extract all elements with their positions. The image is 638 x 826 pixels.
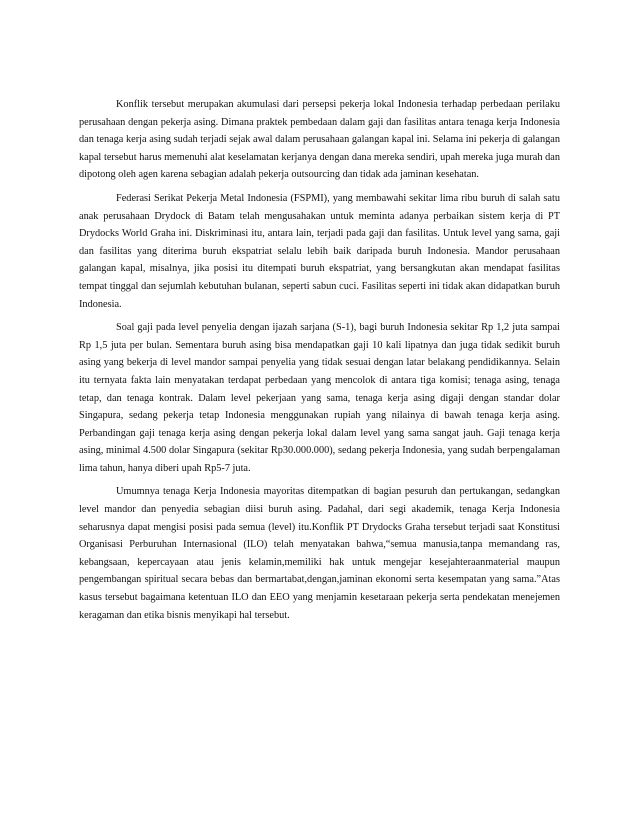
document-body bbox=[79, 96, 560, 630]
paragraph-fspmi: Federasi Serikat Pekerja Metal Indonesia (FSPMI), yang membawahi sekitar lima ribu buruh di salah satu anak perusahaan Drydock di Batam telah mengusahakan untuk meminta adanya perbaikan sistem kerja di PT Drydocks World Graha ini. Diskriminasi itu, antara lain, terjadi pada gaji dan fasilitas. Untuk level yang sama, gaji dan fasilitas yang diterima buruh ekspatriat selalu lebih baik daripada buruh Indonesia. Mandor perusahaan galangan kapal, misalnya, jika posisi itu ditempati buruh ekspatriat, yang bersangkutan akan mendapat fasilitas tempat tinggal dan sejumlah kebutuhan bulanan, seperti sabun cuci. Fasilitas seperti ini tidak akan didapatkan buruh Indonesia. bbox=[79, 192, 560, 310]
paragraph-konflik: Konflik tersebut merupakan akumulasi dari persepsi pekerja lokal Indonesia terhadap perbedaan perilaku perusahaan dengan pekerja asing. Dimana praktek pembedaan dalam gaji dan fasilitas antara tenaga kerja Indonesia dan tenaga kerja asing sudah terjadi sejak awal dalam perusahaan galangan kapal ini. Selama ini pekerja di galangan kapal tersebut harus memenuhi alat keselamatan kerjanya dengan dana mereka sendiri, upah mereka juga murah dan dipotong oleh agen karena sebagian adalah pekerja outsourcing dan tidak ada jaminan kesehatan. bbox=[79, 99, 560, 181]
paragraph-gaji: Soal gaji pada level penyelia dengan ijazah sarjana (S-1), bagi buruh Indonesia sekitar Rp 1,2 juta sampai Rp 1,5 juta per bulan. Sementara buruh asing bisa mendapatkan gaji 10 kali lipatnya dan juga tidak sedikit buruh asing yang bekerja di level mandor sampai penyelia yang tidak sesuai dengan latar belakang pendidikannya. Selain itu ternyata fakta lain menyatakan terdapat perbedaan yang mencolok di antara tiga komisi; tenaga asing, tenaga tetap, dan tenaga kontrak. Dalam level pekerjaan yang sama, tenaga kerja asing digaji dengan standar dolar Singapura, sedang pekerja tetap Indonesia menggunakan rupiah yang nilainya di bawah tenaga kerja asing. Perbandingan gaji tenaga kerja asing dengan pekerja lokal dalam level yang sama sangat jauh. Gaji tenaga kerja asing, minimal 4.500 dolar Singapura (sekitar Rp30.000.000), sedang pekerja Indonesia, yang sudah berpengalaman lima tahun, hanya diberi upah Rp5-7 juta. bbox=[79, 322, 560, 474]
paragraph-ilo: Umumnya tenaga Kerja Indonesia mayoritas ditempatkan di bagian pesuruh dan pertukangan, sedangkan level mandor dan penyedia sebagian diisi buruh asing. Padahal, dari segi akademik, tenaga Kerja Indonesia seharusnya dapat mengisi posisi pada semua (level) itu.Konflik PT Drydocks Graha tersebut terjadi saat Konstitusi Organisasi Perburuhan Internasional (ILO) telah menyatakan bahwa,“semua manusia,tanpa memandang ras, kebangsaan, kepercayaan atau jenis kelamin,memiliki hak untuk mengejar kesejahteraanmaterial maupun pengembangan spiritual secara bebas dan bermartabat,dengan,jaminan ekonomi serta kesempatan yang sama.”Atas kasus tersebut bagaimana ketentuan ILO dan EEO yang menjamin kesetaraan pekerja serta pendekatan menejemen keragaman dan etika bisnis menyikapi hal tersebut. bbox=[79, 486, 560, 621]
